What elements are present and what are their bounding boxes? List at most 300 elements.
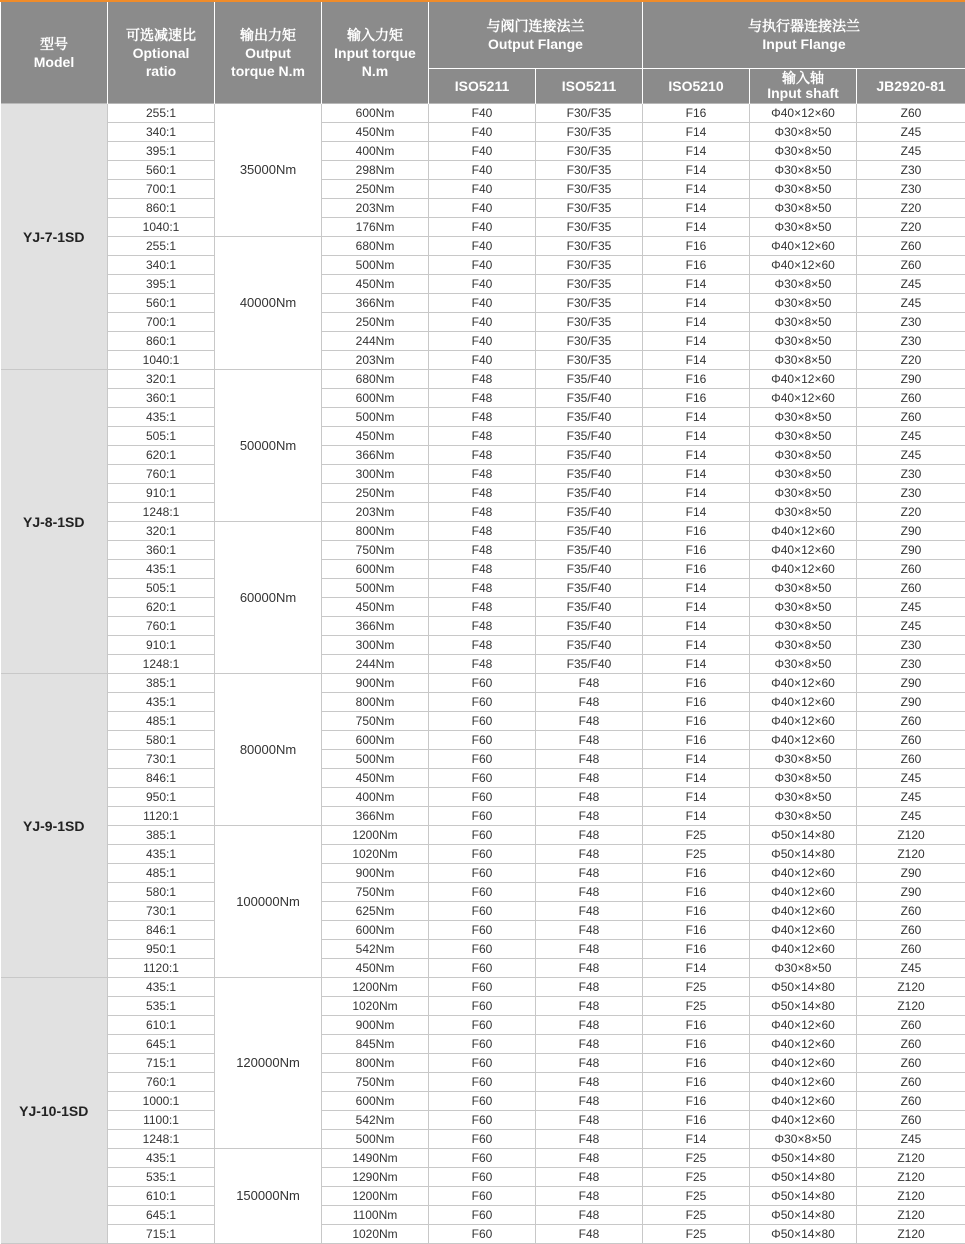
input-torque-cell: 1200Nm <box>322 978 429 997</box>
ratio-cell: 320:1 <box>108 370 215 389</box>
ratio-cell: 485:1 <box>108 712 215 731</box>
iso5210-cell: F16 <box>643 902 750 921</box>
table-row <box>1 902 965 921</box>
input-torque-cell: 400Nm <box>322 788 429 807</box>
input-torque-cell: 203Nm <box>322 351 429 370</box>
iso5211-a-cell: F60 <box>429 921 536 940</box>
input-torque-cell: 500Nm <box>322 750 429 769</box>
input-torque-cell: 1490Nm <box>322 1149 429 1168</box>
ratio-cell: 1120:1 <box>108 807 215 826</box>
table-row <box>1 1054 965 1073</box>
iso5210-cell: F14 <box>643 294 750 313</box>
ratio-cell: 860:1 <box>108 199 215 218</box>
input-torque-cell: 600Nm <box>322 921 429 940</box>
iso5211-a-cell: F40 <box>429 332 536 351</box>
iso5211-a-cell: F48 <box>429 522 536 541</box>
jb2920-cell: Z90 <box>857 541 965 560</box>
jb2920-cell: Z45 <box>857 427 965 446</box>
jb2920-cell: Z45 <box>857 446 965 465</box>
input-torque-cell: 600Nm <box>322 731 429 750</box>
input-torque-cell: 500Nm <box>322 408 429 427</box>
ratio-cell: 1040:1 <box>108 351 215 370</box>
iso5211-a-cell: F40 <box>429 218 536 237</box>
jb2920-cell: Z45 <box>857 807 965 826</box>
iso5210-cell: F25 <box>643 1187 750 1206</box>
jb2920-cell: Z60 <box>857 389 965 408</box>
table-row <box>1 579 965 598</box>
iso5211-b-cell: F48 <box>536 826 643 845</box>
input-shaft-cell: Φ30×8×50 <box>750 1130 857 1149</box>
iso5211-a-cell: F60 <box>429 1225 536 1244</box>
input-torque-cell: 366Nm <box>322 294 429 313</box>
jb2920-cell: Z60 <box>857 921 965 940</box>
input-torque-cell: 366Nm <box>322 617 429 636</box>
iso5210-cell: F14 <box>643 446 750 465</box>
table-row <box>1 1073 965 1092</box>
iso5211-a-cell: F60 <box>429 1035 536 1054</box>
jb2920-cell: Z60 <box>857 237 965 256</box>
ratio-cell: 560:1 <box>108 294 215 313</box>
table-row <box>1 978 965 997</box>
ratio-cell: 360:1 <box>108 389 215 408</box>
iso5211-b-cell: F48 <box>536 940 643 959</box>
header-ratio <box>108 1 215 104</box>
iso5210-cell: F16 <box>643 370 750 389</box>
ratio-cell: 700:1 <box>108 180 215 199</box>
iso5211-a-cell: F60 <box>429 978 536 997</box>
header-ratio-en2: ratio <box>145 62 177 79</box>
input-shaft-cell: Φ40×12×60 <box>750 1035 857 1054</box>
ratio-cell: 730:1 <box>108 902 215 921</box>
input-torque-cell: 500Nm <box>322 256 429 275</box>
jb2920-cell: Z60 <box>857 560 965 579</box>
jb2920-cell: Z120 <box>857 1187 965 1206</box>
input-torque-cell: 1020Nm <box>322 1225 429 1244</box>
header-input-torque-en2: N.m <box>361 62 389 79</box>
ratio-cell: 715:1 <box>108 1225 215 1244</box>
model-cell: YJ-9-1SD <box>1 674 108 978</box>
table-row <box>1 161 965 180</box>
jb2920-cell: Z120 <box>857 978 965 997</box>
input-shaft-cell: Φ30×8×50 <box>750 142 857 161</box>
jb2920-cell: Z20 <box>857 351 965 370</box>
input-torque-cell: 366Nm <box>322 446 429 465</box>
header-input-torque <box>322 1 429 104</box>
ratio-cell: 610:1 <box>108 1016 215 1035</box>
table-row <box>1 731 965 750</box>
input-shaft-cell: Φ40×12×60 <box>750 237 857 256</box>
input-torque-cell: 300Nm <box>322 636 429 655</box>
ratio-cell: 860:1 <box>108 332 215 351</box>
iso5211-b-cell: F48 <box>536 769 643 788</box>
iso5211-a-cell: F40 <box>429 313 536 332</box>
ratio-cell: 485:1 <box>108 864 215 883</box>
iso5211-a-cell: F48 <box>429 541 536 560</box>
iso5211-b-cell: F35/F40 <box>536 636 643 655</box>
jb2920-cell: Z30 <box>857 465 965 484</box>
iso5210-cell: F16 <box>643 674 750 693</box>
iso5211-b-cell: F48 <box>536 1187 643 1206</box>
ratio-cell: 340:1 <box>108 123 215 142</box>
jb2920-cell: Z45 <box>857 598 965 617</box>
input-shaft-cell: Φ40×12×60 <box>750 1054 857 1073</box>
input-torque-cell: 366Nm <box>322 807 429 826</box>
iso5211-a-cell: F60 <box>429 1168 536 1187</box>
iso5211-a-cell: F48 <box>429 389 536 408</box>
table-row <box>1 598 965 617</box>
table-row <box>1 883 965 902</box>
iso5211-a-cell: F48 <box>429 465 536 484</box>
jb2920-cell: Z90 <box>857 674 965 693</box>
input-shaft-cell: Φ30×8×50 <box>750 275 857 294</box>
jb2920-cell: Z120 <box>857 1206 965 1225</box>
iso5210-cell: F16 <box>643 389 750 408</box>
ratio-cell: 700:1 <box>108 313 215 332</box>
jb2920-cell: Z30 <box>857 161 965 180</box>
iso5210-cell: F14 <box>643 579 750 598</box>
iso5210-cell: F16 <box>643 256 750 275</box>
iso5211-b-cell: F48 <box>536 883 643 902</box>
output-torque-cell: 60000Nm <box>215 522 322 674</box>
input-torque-cell: 750Nm <box>322 883 429 902</box>
iso5210-cell: F25 <box>643 1225 750 1244</box>
iso5211-b-cell: F48 <box>536 1225 643 1244</box>
iso5211-a-cell: F48 <box>429 503 536 522</box>
input-shaft-cell: Φ30×8×50 <box>750 617 857 636</box>
table-row <box>1 199 965 218</box>
ratio-cell: 715:1 <box>108 1054 215 1073</box>
iso5211-a-cell: F60 <box>429 1206 536 1225</box>
iso5211-a-cell: F48 <box>429 617 536 636</box>
input-shaft-cell: Φ30×8×50 <box>750 579 857 598</box>
model-cell: YJ-7-1SD <box>1 104 108 370</box>
input-torque-cell: 680Nm <box>322 370 429 389</box>
iso5211-a-cell: F48 <box>429 446 536 465</box>
header-actuator-flange <box>643 1 965 69</box>
input-shaft-cell: Φ30×8×50 <box>750 161 857 180</box>
input-shaft-cell: Φ50×14×80 <box>750 978 857 997</box>
iso5211-b-cell: F35/F40 <box>536 655 643 674</box>
jb2920-cell: Z120 <box>857 1168 965 1187</box>
iso5211-a-cell: F60 <box>429 1054 536 1073</box>
ratio-cell: 1100:1 <box>108 1111 215 1130</box>
header-input-shaft <box>750 69 857 104</box>
table-row <box>1 522 965 541</box>
input-shaft-cell: Φ40×12×60 <box>750 902 857 921</box>
ratio-cell: 1248:1 <box>108 1130 215 1149</box>
jb2920-cell: Z45 <box>857 788 965 807</box>
input-shaft-cell: Φ40×12×60 <box>750 1073 857 1092</box>
input-torque-cell: 244Nm <box>322 655 429 674</box>
ratio-cell: 320:1 <box>108 522 215 541</box>
input-shaft-cell: Φ40×12×60 <box>750 921 857 940</box>
ratio-cell: 760:1 <box>108 465 215 484</box>
iso5211-b-cell: F48 <box>536 788 643 807</box>
ratio-cell: 435:1 <box>108 693 215 712</box>
ratio-cell: 580:1 <box>108 731 215 750</box>
ratio-cell: 385:1 <box>108 674 215 693</box>
iso5211-a-cell: F60 <box>429 750 536 769</box>
iso5211-a-cell: F60 <box>429 769 536 788</box>
input-torque-cell: 298Nm <box>322 161 429 180</box>
iso5211-b-cell: F30/F35 <box>536 199 643 218</box>
input-shaft-cell: Φ40×12×60 <box>750 693 857 712</box>
iso5210-cell: F16 <box>643 1073 750 1092</box>
iso5210-cell: F14 <box>643 1130 750 1149</box>
header-actuator-flange-en: Input Flange <box>762 36 846 52</box>
table-row <box>1 484 965 503</box>
jb2920-cell: Z60 <box>857 902 965 921</box>
jb2920-cell: Z60 <box>857 1092 965 1111</box>
iso5211-b-cell: F48 <box>536 1016 643 1035</box>
jb2920-cell: Z30 <box>857 655 965 674</box>
table-row <box>1 408 965 427</box>
table-row <box>1 370 965 389</box>
iso5211-b-cell: F48 <box>536 1111 643 1130</box>
iso5211-a-cell: F48 <box>429 598 536 617</box>
jb2920-cell: Z60 <box>857 1111 965 1130</box>
jb2920-cell: Z60 <box>857 579 965 598</box>
ratio-cell: 1000:1 <box>108 1092 215 1111</box>
iso5211-b-cell: F35/F40 <box>536 579 643 598</box>
input-torque-cell: 250Nm <box>322 484 429 503</box>
table-row <box>1 123 965 142</box>
input-torque-cell: 625Nm <box>322 902 429 921</box>
input-torque-cell: 680Nm <box>322 237 429 256</box>
iso5210-cell: F25 <box>643 1168 750 1187</box>
table-row <box>1 940 965 959</box>
iso5211-a-cell: F40 <box>429 123 536 142</box>
iso5210-cell: F14 <box>643 959 750 978</box>
input-shaft-cell: Φ30×8×50 <box>750 446 857 465</box>
iso5210-cell: F16 <box>643 1054 750 1073</box>
jb2920-cell: Z60 <box>857 256 965 275</box>
header-ratio-cn: 可选减速比 <box>126 26 196 43</box>
iso5211-a-cell: F60 <box>429 864 536 883</box>
header-jb2920: JB2920-81 <box>857 69 965 104</box>
iso5210-cell: F14 <box>643 465 750 484</box>
output-torque-cell: 35000Nm <box>215 104 322 237</box>
input-shaft-cell: Φ40×12×60 <box>750 560 857 579</box>
input-torque-cell: 600Nm <box>322 104 429 123</box>
table-row <box>1 1092 965 1111</box>
iso5211-b-cell: F48 <box>536 1149 643 1168</box>
ratio-cell: 910:1 <box>108 484 215 503</box>
iso5211-b-cell: F48 <box>536 1035 643 1054</box>
iso5211-b-cell: F48 <box>536 1206 643 1225</box>
iso5211-b-cell: F35/F40 <box>536 389 643 408</box>
input-shaft-cell: Φ50×14×80 <box>750 1187 857 1206</box>
iso5211-a-cell: F60 <box>429 940 536 959</box>
jb2920-cell: Z60 <box>857 1054 965 1073</box>
iso5210-cell: F25 <box>643 845 750 864</box>
ratio-cell: 620:1 <box>108 598 215 617</box>
input-torque-cell: 244Nm <box>322 332 429 351</box>
input-torque-cell: 203Nm <box>322 199 429 218</box>
input-torque-cell: 542Nm <box>322 1111 429 1130</box>
iso5211-a-cell: F40 <box>429 351 536 370</box>
jb2920-cell: Z45 <box>857 275 965 294</box>
table-row <box>1 807 965 826</box>
input-shaft-cell: Φ40×12×60 <box>750 712 857 731</box>
ratio-cell: 435:1 <box>108 408 215 427</box>
iso5211-a-cell: F48 <box>429 408 536 427</box>
input-shaft-cell: Φ40×12×60 <box>750 541 857 560</box>
iso5210-cell: F14 <box>643 142 750 161</box>
table-row <box>1 712 965 731</box>
iso5210-cell: F16 <box>643 237 750 256</box>
jb2920-cell: Z60 <box>857 750 965 769</box>
ratio-cell: 255:1 <box>108 237 215 256</box>
iso5211-a-cell: F60 <box>429 674 536 693</box>
input-torque-cell: 900Nm <box>322 864 429 883</box>
input-torque-cell: 203Nm <box>322 503 429 522</box>
input-shaft-cell: Φ30×8×50 <box>750 123 857 142</box>
input-shaft-cell: Φ40×12×60 <box>750 522 857 541</box>
table-row <box>1 1149 965 1168</box>
jb2920-cell: Z20 <box>857 218 965 237</box>
input-torque-cell: 800Nm <box>322 1054 429 1073</box>
iso5211-b-cell: F35/F40 <box>536 484 643 503</box>
jb2920-cell: Z90 <box>857 693 965 712</box>
iso5210-cell: F16 <box>643 921 750 940</box>
ratio-cell: 435:1 <box>108 845 215 864</box>
input-torque-cell: 450Nm <box>322 123 429 142</box>
iso5210-cell: F14 <box>643 598 750 617</box>
table-row <box>1 750 965 769</box>
table-row <box>1 218 965 237</box>
iso5211-b-cell: F35/F40 <box>536 446 643 465</box>
jb2920-cell: Z20 <box>857 503 965 522</box>
iso5210-cell: F14 <box>643 332 750 351</box>
iso5211-a-cell: F48 <box>429 655 536 674</box>
iso5211-b-cell: F48 <box>536 959 643 978</box>
table-row <box>1 1206 965 1225</box>
table-row <box>1 465 965 484</box>
iso5211-a-cell: F40 <box>429 275 536 294</box>
iso5210-cell: F14 <box>643 484 750 503</box>
header-model-en: Model <box>33 53 75 70</box>
header-ratio-en1: Optional <box>132 44 190 61</box>
table-row <box>1 959 965 978</box>
table-row <box>1 446 965 465</box>
iso5211-b-cell: F48 <box>536 921 643 940</box>
header-iso5211-b: ISO5211 <box>536 69 643 104</box>
table-row <box>1 275 965 294</box>
iso5210-cell: F16 <box>643 1111 750 1130</box>
header-output-torque-en1: Output <box>245 44 291 61</box>
table-row <box>1 636 965 655</box>
ratio-cell: 435:1 <box>108 560 215 579</box>
jb2920-cell: Z120 <box>857 845 965 864</box>
iso5211-b-cell: F35/F40 <box>536 522 643 541</box>
ratio-cell: 950:1 <box>108 788 215 807</box>
input-shaft-cell: Φ50×14×80 <box>750 1206 857 1225</box>
iso5210-cell: F14 <box>643 750 750 769</box>
table-row <box>1 655 965 674</box>
iso5211-b-cell: F35/F40 <box>536 503 643 522</box>
jb2920-cell: Z45 <box>857 294 965 313</box>
iso5211-b-cell: F48 <box>536 1073 643 1092</box>
iso5211-a-cell: F60 <box>429 1073 536 1092</box>
table-row <box>1 864 965 883</box>
iso5211-b-cell: F35/F40 <box>536 370 643 389</box>
jb2920-cell: Z20 <box>857 199 965 218</box>
iso5211-b-cell: F30/F35 <box>536 123 643 142</box>
jb2920-cell: Z30 <box>857 332 965 351</box>
table-row <box>1 256 965 275</box>
iso5211-a-cell: F60 <box>429 1092 536 1111</box>
ratio-cell: 395:1 <box>108 142 215 161</box>
ratio-cell: 910:1 <box>108 636 215 655</box>
input-shaft-cell: Φ30×8×50 <box>750 959 857 978</box>
iso5210-cell: F14 <box>643 503 750 522</box>
iso5210-cell: F25 <box>643 826 750 845</box>
input-shaft-cell: Φ30×8×50 <box>750 218 857 237</box>
header-valve-flange-en: Output Flange <box>488 36 583 52</box>
iso5211-a-cell: F60 <box>429 731 536 750</box>
iso5211-b-cell: F35/F40 <box>536 427 643 446</box>
iso5211-a-cell: F60 <box>429 712 536 731</box>
table-row <box>1 389 965 408</box>
ratio-cell: 730:1 <box>108 750 215 769</box>
header-output-torque-en2: torque N.m <box>231 62 305 79</box>
iso5210-cell: F14 <box>643 769 750 788</box>
input-shaft-cell: Φ30×8×50 <box>750 750 857 769</box>
output-torque-cell: 40000Nm <box>215 237 322 370</box>
input-torque-cell: 600Nm <box>322 560 429 579</box>
iso5210-cell: F16 <box>643 731 750 750</box>
ratio-cell: 950:1 <box>108 940 215 959</box>
ratio-cell: 760:1 <box>108 617 215 636</box>
table-row <box>1 617 965 636</box>
jb2920-cell: Z60 <box>857 940 965 959</box>
iso5210-cell: F14 <box>643 180 750 199</box>
iso5210-cell: F14 <box>643 218 750 237</box>
input-torque-cell: 845Nm <box>322 1035 429 1054</box>
input-shaft-cell: Φ40×12×60 <box>750 731 857 750</box>
iso5211-b-cell: F30/F35 <box>536 104 643 123</box>
table-header <box>1 1 965 104</box>
iso5211-a-cell: F40 <box>429 161 536 180</box>
ratio-cell: 580:1 <box>108 883 215 902</box>
input-shaft-cell: Φ50×14×80 <box>750 826 857 845</box>
table-row <box>1 332 965 351</box>
input-shaft-cell: Φ40×12×60 <box>750 389 857 408</box>
input-shaft-cell: Φ50×14×80 <box>750 1149 857 1168</box>
input-torque-cell: 750Nm <box>322 712 429 731</box>
ratio-cell: 1040:1 <box>108 218 215 237</box>
iso5211-b-cell: F30/F35 <box>536 351 643 370</box>
ratio-cell: 846:1 <box>108 921 215 940</box>
iso5211-a-cell: F40 <box>429 237 536 256</box>
iso5210-cell: F25 <box>643 1206 750 1225</box>
jb2920-cell: Z45 <box>857 769 965 788</box>
header-valve-flange-cn: 与阀门连接法兰 <box>486 18 585 34</box>
jb2920-cell: Z90 <box>857 522 965 541</box>
iso5211-b-cell: F48 <box>536 864 643 883</box>
input-torque-cell: 542Nm <box>322 940 429 959</box>
input-torque-cell: 750Nm <box>322 1073 429 1092</box>
header-valve-flange <box>429 1 643 69</box>
iso5211-a-cell: F60 <box>429 845 536 864</box>
table-row <box>1 1168 965 1187</box>
input-shaft-cell: Φ40×12×60 <box>750 864 857 883</box>
jb2920-cell: Z90 <box>857 883 965 902</box>
iso5211-b-cell: F35/F40 <box>536 598 643 617</box>
iso5211-a-cell: F40 <box>429 256 536 275</box>
iso5210-cell: F14 <box>643 617 750 636</box>
